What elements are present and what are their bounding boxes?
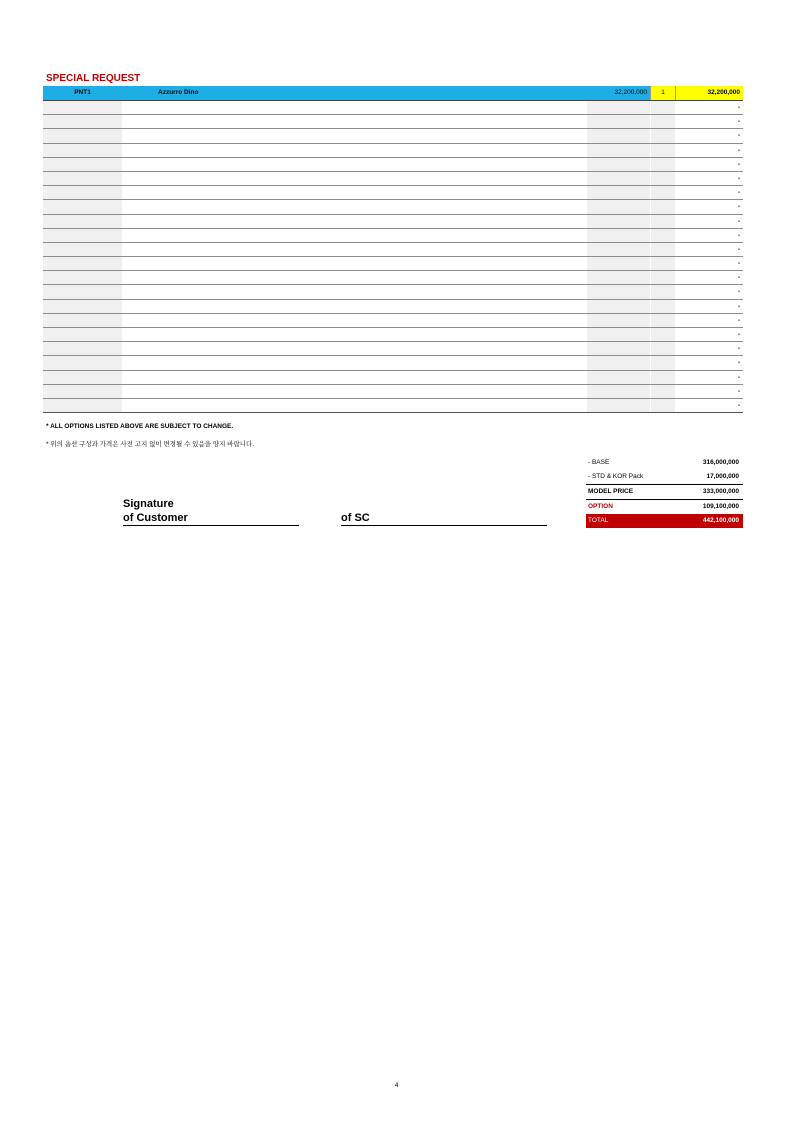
item-total: - — [737, 160, 740, 168]
item-total: - — [737, 302, 740, 310]
item-price — [587, 186, 650, 199]
summary-pack-row — [586, 470, 743, 484]
item-price — [587, 101, 650, 114]
item-quantity — [650, 101, 676, 114]
item-quantity — [650, 314, 676, 327]
item-total: - — [737, 331, 740, 338]
table-row — [43, 328, 743, 342]
item-total: - — [737, 118, 740, 126]
table-row — [43, 243, 743, 257]
table-row — [43, 144, 743, 158]
item-price — [587, 356, 650, 369]
item-price — [587, 172, 650, 185]
summary-base-row — [586, 456, 743, 470]
summary-total-row — [586, 514, 743, 528]
price-summary — [586, 456, 743, 528]
base-value: 316,000,000 — [702, 459, 739, 466]
item-description — [122, 285, 587, 298]
item-code — [43, 257, 122, 270]
pack-value: 17,000,000 — [706, 473, 739, 480]
item-quantity — [650, 257, 676, 270]
item-total: - — [737, 316, 740, 324]
item-description — [122, 300, 587, 313]
item-quantity — [650, 385, 676, 398]
item-total: - — [737, 260, 740, 268]
item-description — [122, 172, 587, 185]
item-price — [587, 158, 650, 171]
table-row — [43, 115, 743, 129]
item-quantity — [650, 271, 676, 284]
item-price — [587, 215, 650, 228]
model-price-value: 333,000,000 — [702, 488, 739, 495]
table-row — [43, 172, 743, 186]
item-price — [587, 314, 650, 327]
item-total: - — [737, 245, 740, 253]
item-description — [122, 314, 587, 327]
item-total: - — [737, 231, 740, 239]
item-price — [587, 300, 650, 313]
item-code — [43, 385, 122, 398]
item-code — [43, 144, 122, 157]
page-number: 4 — [394, 1082, 399, 1089]
item-description — [122, 257, 587, 270]
table-row — [43, 285, 743, 299]
base-label: - BASE — [588, 459, 610, 466]
item-code — [43, 285, 122, 298]
item-description — [122, 271, 587, 284]
item-quantity — [650, 356, 676, 369]
item-quantity — [650, 328, 676, 341]
item-code: PNT1 — [74, 89, 91, 96]
item-code — [43, 200, 122, 213]
item-description — [122, 229, 587, 242]
item-quantity — [650, 172, 676, 185]
item-total: 32,200,000 — [676, 86, 743, 100]
item-price — [587, 271, 650, 284]
item-price — [587, 399, 650, 412]
item-description — [122, 158, 587, 171]
table-row — [43, 229, 743, 243]
customer-signature-line: of Customer — [123, 512, 299, 526]
item-code — [43, 215, 122, 228]
item-description — [122, 399, 587, 412]
item-total: - — [737, 359, 740, 367]
item-price — [587, 371, 650, 384]
item-code — [43, 172, 122, 185]
item-code — [43, 371, 122, 384]
change-notice-korean: * 위의 옵션 구성과 가격은 사전 고지 없이 변경될 수 있음을 양지 바랍니다. — [46, 441, 255, 448]
item-quantity — [650, 186, 676, 199]
table-row — [43, 399, 743, 413]
item-description: Azzurro Dino — [158, 89, 199, 96]
item-price — [587, 115, 650, 128]
item-description — [122, 371, 587, 384]
item-description — [122, 342, 587, 355]
item-description — [122, 385, 587, 398]
change-notice-english: * ALL OPTIONS LISTED ABOVE ARE SUBJECT TO CHANGE. — [46, 423, 234, 430]
item-quantity — [650, 215, 676, 228]
item-code — [43, 300, 122, 313]
item-price — [587, 144, 650, 157]
summary-model-row — [586, 484, 743, 500]
item-price — [587, 129, 650, 142]
item-price: 32,200,000 — [614, 89, 647, 96]
item-description — [122, 328, 587, 341]
table-row — [43, 385, 743, 399]
item-description — [122, 186, 587, 199]
item-code — [43, 115, 122, 128]
item-code — [43, 399, 122, 412]
summary-option-row — [586, 500, 743, 514]
table-row — [43, 356, 743, 370]
item-total: - — [737, 274, 740, 282]
table-row — [43, 86, 743, 101]
item-total: - — [737, 401, 740, 409]
table-row — [43, 371, 743, 385]
item-total: - — [737, 104, 740, 111]
table-row — [43, 257, 743, 271]
item-total: - — [737, 189, 740, 197]
item-price — [587, 342, 650, 355]
pack-label: - STD & KOR Pack — [588, 473, 644, 480]
item-description — [122, 215, 587, 228]
item-description — [122, 115, 587, 128]
item-quantity — [650, 243, 676, 256]
item-price — [587, 285, 650, 298]
item-code — [43, 356, 122, 369]
item-total: - — [737, 373, 740, 381]
item-total: - — [737, 288, 740, 296]
item-quantity — [650, 200, 676, 213]
table-row — [43, 200, 743, 214]
item-quantity — [650, 300, 676, 313]
item-total: - — [737, 345, 740, 353]
item-description — [122, 356, 587, 369]
item-quantity — [650, 399, 676, 412]
table-row — [43, 342, 743, 356]
signature-title: Signature — [123, 498, 174, 510]
item-description — [122, 129, 587, 142]
option-label: OPTION — [588, 503, 613, 510]
sc-signature-line: of SC — [341, 512, 547, 526]
item-price — [587, 243, 650, 256]
item-quantity — [650, 158, 676, 171]
item-price — [587, 385, 650, 398]
item-code — [43, 186, 122, 199]
item-description — [122, 101, 587, 114]
item-code — [43, 101, 122, 114]
table-row — [43, 215, 743, 229]
options-table — [43, 86, 743, 413]
item-price — [587, 257, 650, 270]
item-total: - — [737, 132, 740, 140]
item-quantity — [650, 285, 676, 298]
item-code — [43, 158, 122, 171]
item-quantity: 1 — [650, 86, 676, 100]
item-price — [587, 229, 650, 242]
item-quantity — [650, 229, 676, 242]
item-code — [43, 328, 122, 341]
table-row — [43, 314, 743, 328]
item-code — [43, 243, 122, 256]
total-label: TOTAL — [588, 517, 609, 524]
model-price-label: MODEL PRICE — [588, 488, 634, 495]
item-total: - — [737, 217, 740, 225]
item-code — [43, 229, 122, 242]
table-row — [43, 300, 743, 314]
item-code — [43, 314, 122, 327]
item-price — [587, 200, 650, 213]
table-row — [43, 129, 743, 143]
table-bottom-border — [43, 412, 743, 413]
item-quantity — [650, 371, 676, 384]
item-total: - — [737, 387, 740, 395]
item-quantity — [650, 342, 676, 355]
item-code — [43, 342, 122, 355]
item-code — [43, 271, 122, 284]
item-quantity — [650, 115, 676, 128]
section-title: SPECIAL REQUEST — [46, 73, 141, 84]
total-value: 442,100,000 — [702, 517, 739, 524]
table-row — [43, 186, 743, 200]
item-description — [122, 200, 587, 213]
item-description — [122, 144, 587, 157]
item-quantity — [650, 144, 676, 157]
item-total: - — [737, 203, 740, 211]
item-price — [587, 328, 650, 341]
table-row — [43, 158, 743, 172]
table-row — [43, 271, 743, 285]
item-description — [122, 243, 587, 256]
item-total: - — [737, 174, 740, 182]
item-code — [43, 129, 122, 142]
table-row — [43, 101, 743, 115]
item-quantity — [650, 129, 676, 142]
option-value: 109,100,000 — [702, 503, 739, 510]
item-total: - — [737, 146, 740, 154]
